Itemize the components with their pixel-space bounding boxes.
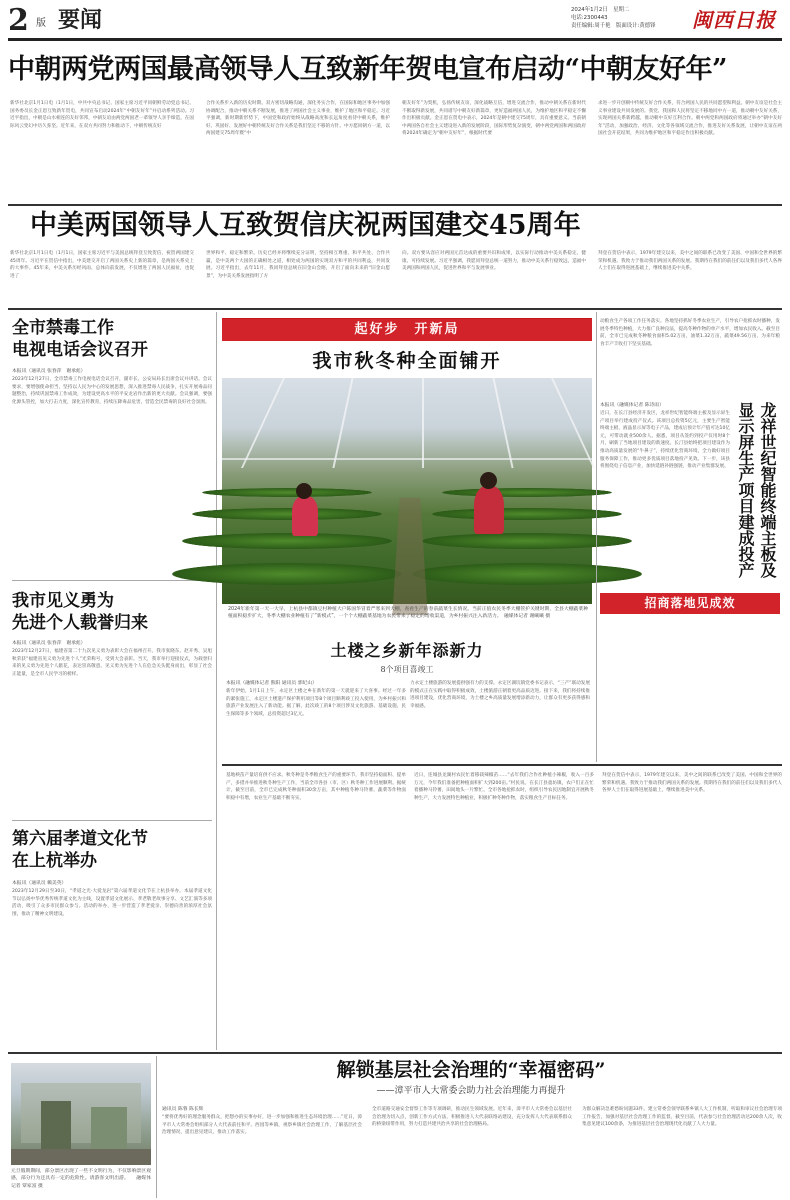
- left1-body: 2023年12月27日，全市禁毒工作电视电话会议召开，副市长、公安局局长出席会议并讲话。会议要求，要增强使命担当，坚持以人民为中心的发展思想，深入推进禁毒人民战争，扎实开展毒品问题整治，持续巩固禁毒工作成效，为建设更高水平的平安龙岩作出新的更大贡献。会议强调，要强化源头管控，加大打击力度，深化宣传教育，持续压降毒品危害，营造全民禁毒的良好社会氛围。: [12, 377, 212, 405]
- small-photo-caption: 元旦假期期间，部分景区出现了一些不文明行为，不仅影响景区观感，部分行为还具有一定的危险性。请游客文明出游。 融媒体记者 覃家富 摄: [11, 1169, 151, 1189]
- a1-col2: 合作关系步入新的历史时期。双方密切战略沟通，深化务实合作，在国际和地区事务中加强协调配合，推动中朝关系不断发展，推进了两国社会主义事业，维护了地区和平稳定。习近平强调，新时期新形势下，中国党和政府始终从战略高度和长远角度看待中朝关系，维护好、巩固好、发展好中朝传统友好合作关系是我们坚定不移的方针。中方愿同朝方一道，以两国建交75周年暨“中: [206, 101, 390, 137]
- phone: 电话:2300443: [571, 15, 608, 21]
- jiesuo-col1: “要将优秀好的理念服务群众，把想办的实事办好，进一步加强和推进生态环境治理……”近日，漳平市人大常委会组织部分人大代表前往和平、西园等乡镇，视察乡镇社会治理工作，了解基层社会治理情况，提出意见建议，推动工作落实。: [162, 1115, 362, 1136]
- photo-caption: 2024年新年第一天一大早，上杭县中都镇豆村种植大户陈国华冒着严寒来到大棚，查看生产的春前蔬菜生长情况。当前正值农民冬季大棚管护关键时期，全县大棚蔬菜种植面积稳步扩大，冬季大棚农业种植有了“新模式”，一个个大棚蔬菜基地为农民带来了稳定的增收渠道，为乡村振兴注入新活力。 融媒体记者 谢曦曦 摄: [228, 607, 588, 620]
- a2-headline: 中美两国领导人互致贺信庆祝两国建交45周年: [30, 210, 581, 241]
- column-divider: [156, 1056, 157, 1198]
- tulou-col1: 新年伊始，1月1日上午，永定区土楼之乡在新年的第一天就迎来了大喜事。经过一年多的紧张施工，永定区土楼遗产保护利用项目等8个项目顺利竣工投入使用，为乡村振兴和旅游产业发展注入了新动能。据了解，此次竣工的8个项目涉及文化旅游、基础设施、民生保障等多个领域，总投资超过3亿元。: [226, 689, 406, 717]
- header-rule: [8, 38, 782, 41]
- a2-extra: 拜登在贺信中表示，1979年建交以来，美中之间的联系已改变了美国、中国和全世界的繁荣和机遇。我致力于推动我们两国关系的发展。我期待在我们的前任们以及我们多代人各界人士们在取得进展基础上，继续推进美中关系。: [602, 773, 782, 794]
- column-divider: [596, 312, 597, 762]
- qibu-banner: 起好步 开新局: [354, 322, 460, 337]
- a2-col1: 新华社北京1月1日电（1月1日，国家主席习近平与美国总统拜登互致贺信，祝贺两国建交45周年。习近平在贺信中指出，中美建交开启了两国关系史上新的篇章，是两国关系史上的大事件。45年来，中美关系历经风雨、总体向前发展，不仅增进了两国人民福祉，也促进了: [10, 251, 194, 279]
- a2-col4: 拜登在贺信中表示，1979年建交以来，美中之间的联系已改变了美国、中国和全世界的繁荣和机遇。我致力于推动我们两国关系的发展。我期待在我们的前任们以及我们多代人各界人士们在取得进展基础上，继续推进美中关系。: [598, 251, 782, 272]
- a1-headline: 中朝两党两国最高领导人互致新年贺电宣布启动“中朝友好年”: [8, 54, 728, 85]
- tulou-byline: 本报讯（融媒体记者 熊阳 通讯员 郭纪山）: [226, 681, 317, 686]
- a2-col3: 向。双方要从容应对两国元首达成的重要共识和成果，以实际行动推动中美关系稳定、健康、可持续发展。习近平强调，我愿同拜登总统一道努力，推动中美关系行稳致远，造福中美两国和两国人民，促进世界和平与发展事业。: [402, 251, 586, 272]
- tulou-col2: 力永定土楼旅游的发展提供强有力的支撑。永定区湖坑镇党委书记表示，“三产”联动发展的模式正在实践中取得积极成效，土楼旅游正朝着更高品质迈进。接下来，我们将持续推进项目建设，优化营商环境，为土楼之乡高质量发展增添新动力，让群众有更多获得感和幸福感。: [410, 681, 590, 709]
- left3-body: 2023年12月29日至30日，“孝道之光·大爱龙岩”第六届孝道文化节在上杭县举办。本届孝道文化节以弘扬中华优秀传统孝道文化为主线，设置孝道文化展示、孝老敬老故事分享、文艺汇演等多项活动，吸引了众多市民群众参与。活动的举办，进一步营造了孝老爱亲、崇德向善的浓厚社会氛围，推动了精神文明建设。: [12, 889, 212, 917]
- page-number: 2: [8, 3, 29, 38]
- jiesuo-col3: 为群众解决急难愁盼问题33件。建立常委会领导联系乡镇人大工作机制，听取和审议社会治理专项工作报告，加强对基层社会治理工作的监督。截至目前，代表参与社会治理活动达200余人次，收集意见建议100余条，为推进基层社会治理现代化贡献了人大力量。: [582, 1107, 782, 1128]
- a1-col3: 朝友好年”为契机，弘扬传统友谊，深化战略互信，增进交流合作，推动中朝关系在新时代不断取得新发展，共同谱写中朝友好新篇章，更好造福两国人民，为维护地区和平稳定不懈作出积极贡献。金正恩在贺电中表示，2024年是朝中建交75周年，具有重要意义。当前朝中两国各自社会主义建设进入新的发展阶段，国际形势复杂演变，朝中两党两国和两国政府将2024年确定为“朝中友好年”，根据时代要: [402, 101, 586, 137]
- divider: [8, 308, 782, 310]
- divider: [8, 1052, 782, 1054]
- longxiang-body: 近日，在长汀县经济开发区，龙祥世纪智能终端主板及显示屏生产项目举行建成投产仪式。该项目总投资5亿元，主要生产智能终端主板、液晶显示屏等电子产品，建成后预计年产值可达10亿元，可带动就业500余人。据悉，项目从签约到投产仅用时8个月，刷新了当地项目建设的新速度。长汀县始终把项目建设作为推动高质量发展的“牛鼻子”，持续优化营商环境，全力做好项目服务保障工作，推动更多优质项目落地投产见效。下一步，该县将围绕电子信息产业，加快延链补链强链，推动产业集群发展。: [600, 411, 730, 470]
- left2-title-2: 先进个人载誉归来: [12, 613, 148, 633]
- greenhouse-photo: [222, 378, 592, 604]
- section-name: 要闻: [58, 7, 103, 33]
- column-divider: [216, 312, 217, 1050]
- longxiang-byline: 本报讯（融媒体记者 陈诗雨）: [600, 403, 664, 408]
- left2-title-1: 我市见义勇为: [12, 591, 114, 611]
- divider: [8, 204, 782, 206]
- left1-title-2: 电视电话会议召开: [12, 340, 148, 360]
- qibu-col1b: 近日，连城县龙湖村农民忙着移栽辣椒苗……“去年我们合作社种植小辣椒，收入一百多万元，今年我们准备把种植面积扩大到200亩。”村民说。在长汀县童坊镇，农户们正在忙着播种马铃薯，田间地头一片繁忙。全市各地抢抓农时，组织引导农民因地制宜开展秋冬种生产，大力发展特色种植业，积极扩种冬种作物，落实粮食生产目标任务。: [414, 773, 594, 801]
- tulou-subtitle: 8个项目喜竣工: [380, 665, 434, 674]
- a1-col1: 新华社北京1月1日电（1月1日，中共中央总书记、国家主席习近平同朝鲜劳动党总书记、国务委员长金正恩互致新年贺电，共同宣布启动2024年“中朝友好年”并启动系列活动。习近平指出，中朝是山水相连的友好邻邦，中朝友谊由两党两国老一辈领导人亲手缔造，在国际风云变幻中历久弥坚。近年来，在双方共同努力和推动下，中朝传统友好: [10, 101, 194, 129]
- jiesuo-byline: 通讯员 陈蓉 陈长辉: [162, 1107, 204, 1112]
- divider: [222, 764, 782, 766]
- newspaper-logo: 闽西日报: [692, 8, 776, 32]
- editors: 责任编辑:周千艳 版面设计:黄德锋: [571, 23, 656, 29]
- left3-byline: 本报讯（通讯员 赖美英）: [12, 881, 67, 886]
- left2-byline: 本报讯（通讯员 张春萍 谢承彪）: [12, 641, 86, 646]
- zhaoshang-banner: 招商落地见成效: [644, 596, 736, 610]
- jiesuo-col2: 全市道路交通安全督察工作等专项调研，推动民生领域发展。近年来，漳平市人大常委会以基层社会治理为切入点，创新工作方式方法，积极推进人大代表联络站建设，充分发挥人大代表联系群众的桥梁纽带作用，努力打造共建共治共享的社会治理格局。: [372, 1107, 572, 1128]
- tulou-headline: 土楼之乡新年添新力: [330, 641, 484, 660]
- jiesuo-subtitle: ——漳平市人大常委会助力社会治理能力再提升: [376, 1086, 566, 1096]
- left2-body: 2023年12月27日，福建省第二十九次见义勇为表彰大会在福州召开。我市张晓东、赵开秀、吴旭秋荣获“福建省见义勇为先进个人”光荣称号，受到大会表彰。当天，我市举行迎接仪式，为载誉归来的见义勇为先进个人献花，表达崇高敬意。见义勇为先进个人在危急关头挺身而出，彰显了社会正能量，是全市人民学习的榜样。: [12, 649, 212, 677]
- qibu-col3: 动粮食生产各项工作任务落实。各地坚持抓好冬季农业生产，引导农户抢抓农时播种，发展冬季特色种植，大力推广良种良法，提高冬种作物的单产水平，增加农民收入。截至目前，全市已完成秋冬种粮食面积5.02万亩，油菜1.32万亩，蔬菜49.56万亩，为来年粮食丰产丰收打下坚实基础。: [600, 319, 780, 347]
- left1-byline: 本报讯（通讯员 张春萍 谢承彪）: [12, 369, 86, 374]
- jiesuo-headline: 解锁基层社会治理的“幸福密码”: [336, 1059, 606, 1081]
- divider: [12, 820, 212, 821]
- a2-col2: 世界和平、稳定和繁荣。历史已经并将继续充分证明，坚持相互尊重、和平共处、合作共赢，是中美两个大国的正确相处之道，相处成为两国的实现双方和平的共同利益，共同发展。习近平指出，去年11月，我同拜登总统在旧金山会晤，开启了面向未来的“旧金山愿景”，为中美关系发展指明了方: [206, 251, 390, 279]
- street-photo: [11, 1063, 151, 1165]
- issue-date: 2024年1月2日 星期二: [571, 7, 630, 13]
- qibu-headline: 我市秋冬种全面铺开: [312, 350, 502, 372]
- longxiang-headline: 龙祥世纪智能终端主板及显示屏生产项目建成投产: [736, 402, 777, 578]
- left3-title-2: 在上杭举办: [12, 851, 97, 871]
- left1-title-1: 全市禁毒工作: [12, 318, 114, 338]
- a1-col4: 求进一步开创朝中传统友好合作关系，符合两国人民的共同愿望和利益。朝中友谊是社会主义事业建设共同发展的。我党、我国和人民将坚定不移地同中方一道，推动朝中友好关系，实现两国关系新跨越，推动朝中友好互利合作。朝中两党和两国政府将通过举办“朝中友好年”活动，加强政治、经济、文化等各领域交流合作，推进友好关系发展，让朝中友谊在两国社会开花结果，共同为维护地区和平稳定作出积极贡献。: [598, 101, 782, 137]
- divider: [12, 580, 212, 581]
- left3-title-1: 第六届孝道文化节: [12, 829, 148, 849]
- page-suffix: 版: [36, 18, 46, 29]
- qibu-col2: 基地秧苗产量培育供不应求。秋冬种是冬季粮食生产的重要环节，我市坚持稳面积、提单产，多措并举推进秋冬种生产工作，当前全市各县（市、区）秋冬种工作进展顺利。据统计，截至目前，全市已完成秋冬种面积30余万亩，其中种植冬种马铃薯、蔬菜等作物面积稳中有增，农业生产基础不断夯实。: [226, 773, 406, 801]
